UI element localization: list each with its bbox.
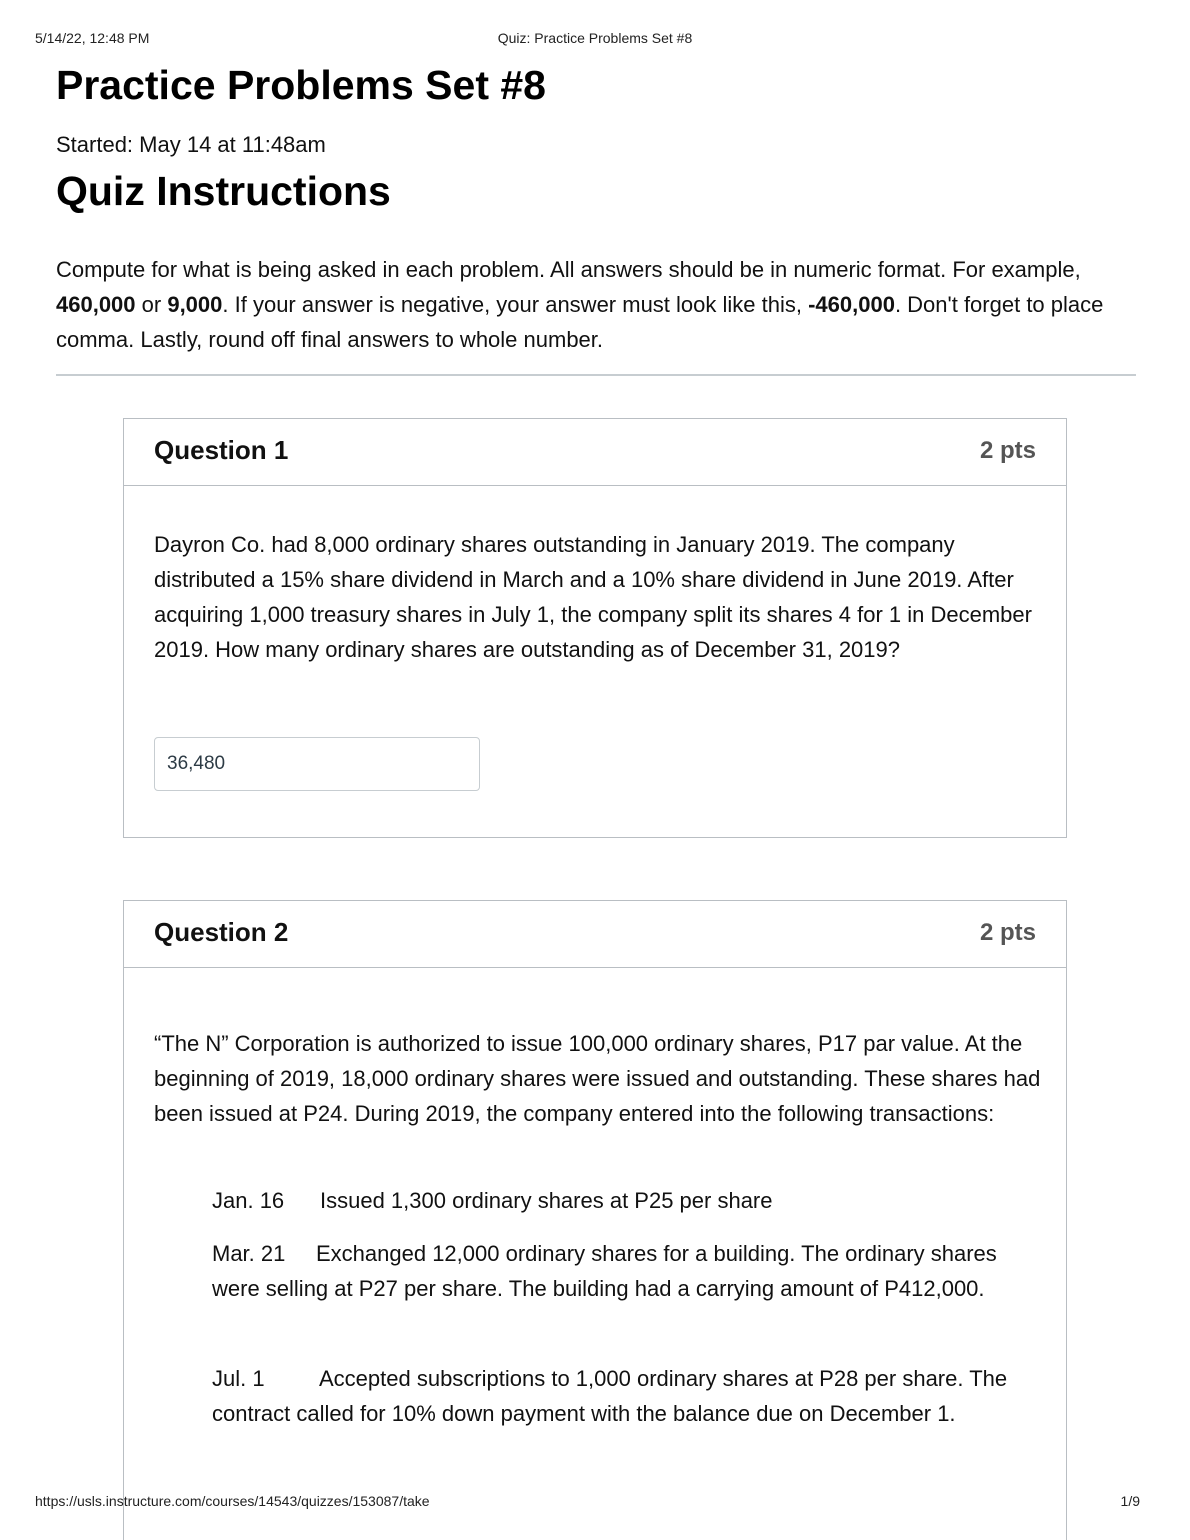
transaction-item — [212, 1361, 1032, 1431]
transaction-item — [212, 1236, 1032, 1306]
print-url: https://usls.instructure.com/courses/14543/quizzes/153087/take — [35, 1493, 430, 1509]
question-title: Question 2 — [154, 917, 289, 947]
instructions-heading: Quiz Instructions — [56, 168, 391, 214]
page-title: Practice Problems Set #8 — [56, 62, 546, 108]
instructions-text: Compute for what is being asked in each problem. All answers should be in numeric format. For example, 460,000 or 9,000. If your answer is negative, your answer must look like this, -460,000. Don't forget to place comma. Lastly, round off final answers to whole number. — [56, 257, 1104, 352]
question-header — [124, 419, 1066, 486]
transaction-desc: Exchanged 12,000 ordinary shares for a building. The ordinary shares were selling at P27 per share. The building had a carrying amount of P412,000. — [212, 1241, 997, 1301]
example-negative: -460,000 — [808, 292, 895, 317]
question-text: Dayron Co. had 8,000 ordinary shares outstanding in January 2019. The company distributed a 15% share dividend in March and a 10% share dividend in June 2019. After acquiring 1,000 treasury shares in July 1, the company split its shares 4 for 1 in December 2019. How many ordinary shares are outstanding as of December 31, 2019? — [154, 532, 1032, 662]
started-timestamp: Started: May 14 at 11:48am — [56, 132, 326, 157]
example-positive-large: 460,000 — [56, 292, 136, 317]
transaction-date: Mar. 21 — [212, 1241, 286, 1266]
transaction-desc: Issued 1,300 ordinary shares at P25 per share — [320, 1188, 773, 1213]
question-card-1 — [123, 418, 1067, 838]
question-header — [124, 901, 1066, 968]
question-card-2 — [123, 900, 1067, 1540]
question-points: 2 pts — [979, 919, 1036, 946]
question-points: 2 pts — [979, 437, 1036, 464]
transaction-desc: Accepted subscriptions to 1,000 ordinary shares at P28 per share. The contract called for 10% down payment with the balance due on December 1. — [212, 1366, 1008, 1426]
print-datetime: 5/14/22, 12:48 PM — [35, 30, 150, 46]
question-title: Question 1 — [154, 435, 289, 465]
page-number: 1/9 — [1120, 1493, 1140, 1509]
print-title: Quiz: Practice Problems Set #8 — [497, 30, 693, 46]
question-text: “The N” Corporation is authorized to issue 100,000 ordinary shares, P17 par value. At the beginning of 2019, 18,000 ordinary shares were issued and outstanding. These shares had been issued at P24. During 2019, the company entered into the following transactions: — [154, 1031, 1041, 1126]
example-positive-small: 9,000 — [167, 292, 223, 317]
answer-input[interactable]: 36,480 — [154, 737, 480, 791]
transaction-item — [212, 1183, 1032, 1218]
divider — [56, 374, 1136, 376]
transaction-date: Jul. 1 — [212, 1366, 265, 1391]
transaction-date: Jan. 16 — [212, 1188, 285, 1213]
